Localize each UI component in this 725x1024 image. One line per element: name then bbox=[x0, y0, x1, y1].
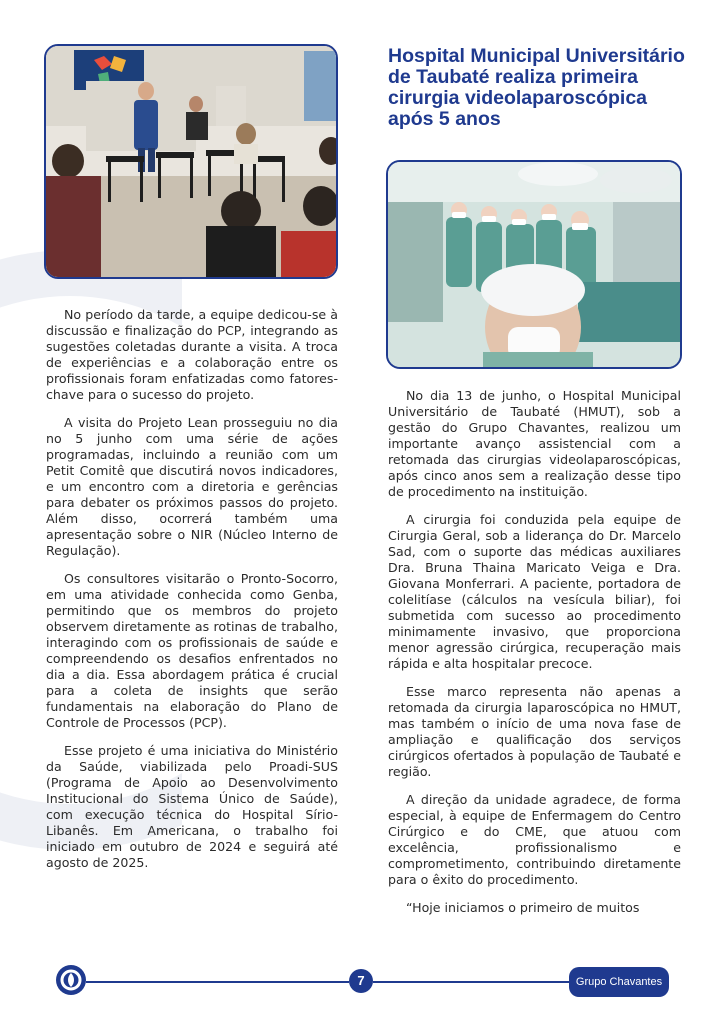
footer-divider-left bbox=[86, 981, 349, 983]
paragraph: Os consultores visitarão o Pronto-Socorro, em uma atividade conhecida como Genba, permitindo que os membros do projeto observem diretamente as rotinas de trabalho, interagindo com os profissionais de saúde e compreendendo os desafios enfrentados no dia a dia. Essa abordagem prática é crucial para a coleta de insights que serão fundamentais na elaboração do Plano de Controle de Processos (PCP). bbox=[46, 571, 338, 730]
paragraph: Esse marco representa não apenas a retomada da cirurgia laparoscópica no HMUT, mas também o início de uma nova fase de ampliação e qualificação dos serviços cirúrgicos ofertados à população de Taubaté e região. bbox=[388, 684, 681, 779]
article-headline: Hospital Municipal Universitário de Taubaté realiza primeira cirurgia videolaparoscópica após 5 anos bbox=[388, 45, 685, 130]
footer-divider-right bbox=[373, 981, 569, 983]
paragraph: A visita do Projeto Lean prosseguiu no dia no 5 junho com uma série de ações programadas, incluindo a reunião com um Petit Comitê que discutirá novos indicadores, e um encontro com a diretoria e gerências para debater os próximos passos do projeto. Além disso, ocorrerá também uma apresentação sobre o NIR (Núcleo Interno de Regulação). bbox=[46, 415, 338, 558]
right-column-text bbox=[388, 388, 681, 928]
paragraph: A direção da unidade agradece, de forma especial, à equipe de Enfermagem do Centro Cirúrgico e do CME, que atuou com excelência, profissionalismo e comprometimento, contribuindo diretamente para o êxito do procedimento. bbox=[388, 792, 681, 887]
brand-label: Grupo Chavantes bbox=[569, 967, 669, 997]
meeting-photo bbox=[44, 44, 338, 279]
surgical-team-photo bbox=[386, 160, 682, 369]
page-number: 7 bbox=[349, 969, 373, 993]
chavantes-logo-icon bbox=[56, 965, 86, 995]
left-column-text bbox=[46, 307, 338, 883]
paragraph: Esse projeto é uma iniciativa do Ministério da Saúde, viabilizada pelo Proadi-SUS (Programa de Apoio ao Desenvolvimento Institucional do Sistema Único de Saúde), com execução técnica do Hospital Sírio-Libanês. Em Americana, o trabalho foi iniciado em outubro de 2024 e seguirá até agosto de 2025. bbox=[46, 743, 338, 870]
paragraph: A cirurgia foi conduzida pela equipe de Cirurgia Geral, sob a liderança do Dr. Marcelo Sad, com o suporte das médicas auxiliares Dra. Bruna Thaina Maricato Veiga e Dra. Giovana Monferrari. A paciente, portadora de colelitíase (cálculos na vesícula biliar), foi submetida com sucesso ao procedimento minimamente invasivo, que proporciona menor agressão cirúrgica, recuperação mais rápida e alta hospitalar precoce. bbox=[388, 512, 681, 671]
paragraph: No período da tarde, a equipe dedicou-se à discussão e finalização do PCP, integrando as sugestões coletadas durante a visita. A troca de experiências e a colaboração entre os profissionais foram enfatizadas como fatores-chave para o sucesso do projeto. bbox=[46, 307, 338, 402]
paragraph: “Hoje iniciamos o primeiro de muitos bbox=[406, 900, 640, 915]
paragraph: No dia 13 de junho, o Hospital Municipal Universitário de Taubaté (HMUT), sob a gestão do Grupo Chavantes, realizou um importante avanço assistencial com a retomada das cirurgias videolaparoscópicas, após cinco anos sem a realização desse tipo de procedimento na instituição. bbox=[388, 388, 681, 499]
